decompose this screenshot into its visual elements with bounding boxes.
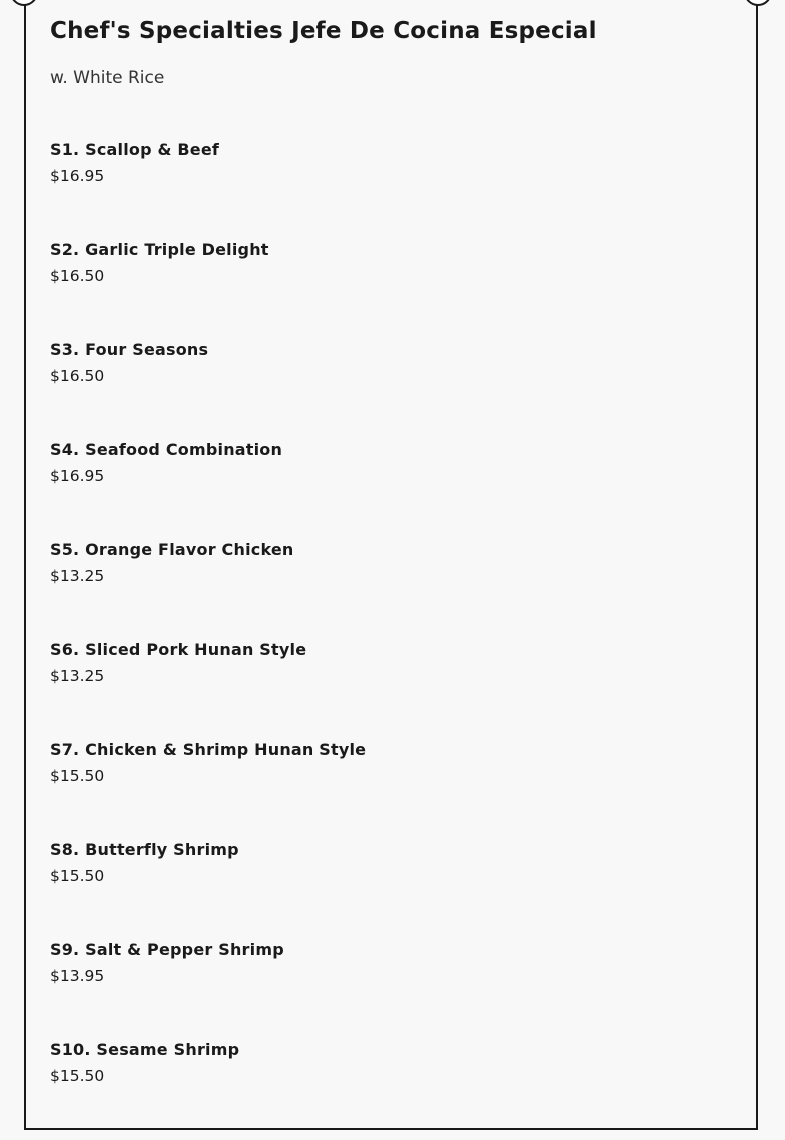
menu-item-name: S10. Sesame Shrimp [50,1040,240,1059]
section-title: Chef's Specialties Jefe De Cocina Especial [50,18,597,44]
menu-item-name: S8. Butterfly Shrimp [50,840,239,859]
menu-item-price: $15.50 [50,867,105,885]
menu-item[interactable] [50,140,366,240]
menu-item-name: S3. Four Seasons [50,340,209,359]
menu-item[interactable] [50,340,366,440]
menu-item-name: S9. Salt & Pepper Shrimp [50,940,284,959]
menu-item-price: $13.25 [50,667,105,685]
menu-item[interactable] [50,640,366,740]
menu-item-price: $16.50 [50,367,105,385]
menu-item-list [50,140,366,1140]
menu-item[interactable] [50,840,366,940]
menu-item-price: $15.50 [50,1067,105,1085]
menu-item-price: $15.50 [50,767,105,785]
corner-ornament-right [744,0,772,6]
menu-item-price: $13.95 [50,967,105,985]
menu-item-price: $16.50 [50,267,105,285]
section-subtitle: w. White Rice [50,68,165,88]
menu-item-price: $16.95 [50,167,105,185]
menu-item[interactable] [50,540,366,640]
menu-item[interactable] [50,1040,366,1140]
menu-item-price: $16.95 [50,467,105,485]
menu-item[interactable] [50,940,366,1040]
menu-item-name: S6. Sliced Pork Hunan Style [50,640,307,659]
menu-item-name: S5. Orange Flavor Chicken [50,540,294,559]
menu-item[interactable] [50,740,366,840]
menu-item-name: S1. Scallop & Beef [50,140,220,159]
menu-item-price: $13.25 [50,567,105,585]
corner-ornament-left [10,0,38,6]
menu-item-name: S2. Garlic Triple Delight [50,240,269,259]
menu-item-name: S4. Seafood Combination [50,440,283,459]
menu-item[interactable] [50,440,366,540]
menu-item[interactable] [50,240,366,340]
menu-item-name: S7. Chicken & Shrimp Hunan Style [50,740,367,759]
